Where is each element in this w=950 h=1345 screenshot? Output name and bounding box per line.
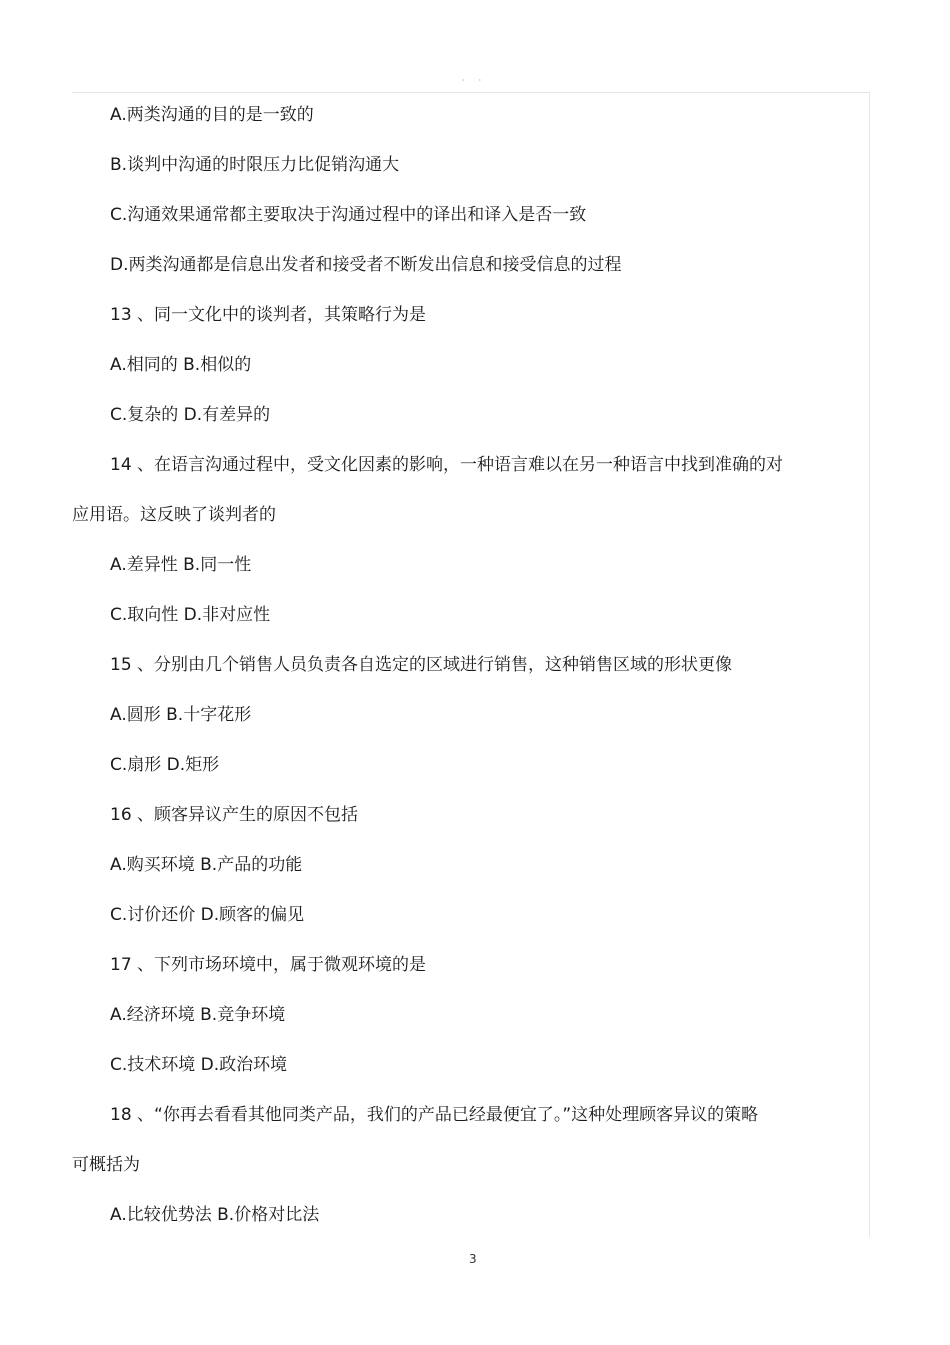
question-14: 14 、在语言沟通过程中，受文化因素的影响，一种语言难以在另一种语言中找到准确的对 bbox=[110, 455, 784, 475]
option-line: A.经济环境 B.竞争环境 bbox=[110, 1005, 286, 1025]
option-line: A.差异性 B.同一性 bbox=[110, 555, 252, 575]
option-line: C.讨价还价 D.顾客的偏见 bbox=[110, 905, 305, 925]
option-line: C.取向性 D.非对应性 bbox=[110, 605, 271, 625]
option-line: C.复杂的 D.有差异的 bbox=[110, 405, 271, 425]
question-15: 15 、分别由几个销售人员负责各自选定的区域进行销售，这种销售区域的形状更像 bbox=[110, 655, 733, 675]
option-line: B.谈判中沟通的时限压力比促销沟通大 bbox=[110, 155, 400, 175]
page-number: 3 bbox=[469, 1252, 477, 1266]
option-line: A.相同的 B.相似的 bbox=[110, 355, 252, 375]
option-line: C.扇形 D.矩形 bbox=[110, 755, 220, 775]
option-line: A.购买环境 B.产品的功能 bbox=[110, 855, 303, 875]
question-17: 17 、下列市场环境中，属于微观环境的是 bbox=[110, 955, 427, 975]
option-line: C.沟通效果通常都主要取决于沟通过程中的译出和译入是否一致 bbox=[110, 205, 587, 225]
question-16: 16 、顾客异议产生的原因不包括 bbox=[110, 805, 359, 825]
question-18-continuation: 可概括为 bbox=[72, 1155, 140, 1175]
question-13: 13 、同一文化中的谈判者，其策略行为是 bbox=[110, 305, 427, 325]
option-line: D.两类沟通都是信息出发者和接受者不断发出信息和接受信息的过程 bbox=[110, 255, 622, 275]
question-14-continuation: 应用语。这反映了谈判者的 bbox=[72, 505, 276, 525]
question-18: 18 、“你再去看看其他同类产品，我们的产品已经最便宜了。”这种处理顾客异议的策略 bbox=[110, 1105, 759, 1125]
option-line: A.两类沟通的目的是一致的 bbox=[110, 105, 314, 125]
option-line: C.技术环境 D.政治环境 bbox=[110, 1055, 288, 1075]
document-body bbox=[72, 100, 832, 1250]
header-marks: ' ' bbox=[462, 78, 487, 87]
option-line: A.比较优势法 B.价格对比法 bbox=[110, 1205, 320, 1225]
option-line: A.圆形 B.十字花形 bbox=[110, 705, 252, 725]
